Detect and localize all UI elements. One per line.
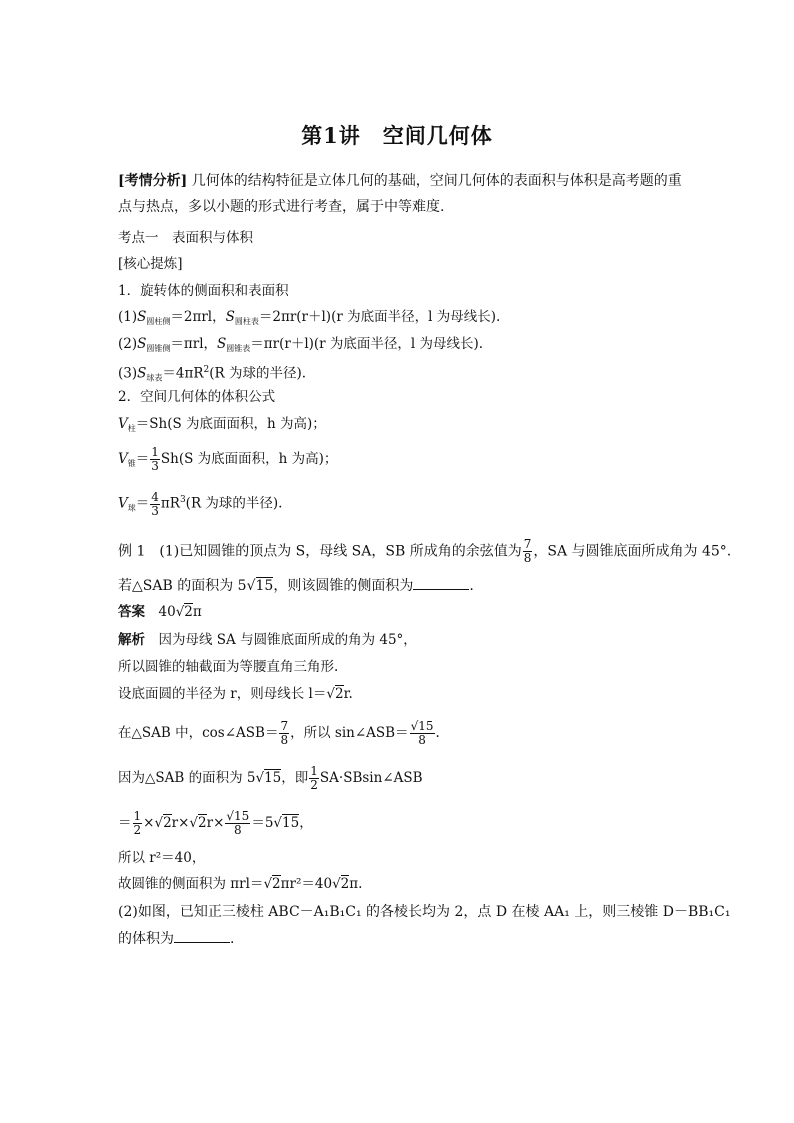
answer-blank	[174, 930, 230, 943]
analysis-tag: [考情分析]	[118, 173, 188, 189]
sqrt: √15	[246, 578, 274, 594]
answer-blank	[413, 577, 469, 590]
answer-line: 答案 40√2π	[118, 604, 202, 620]
solution-line2: 所以圆锥的轴截面为等腰直角三角形.	[118, 659, 339, 675]
core-heading: [核心提炼]	[118, 256, 183, 272]
fraction: $\frac{7}{8}$	[523, 537, 532, 565]
solution-line3: 设底面圆的半径为 r，则母线长 l＝√2r.	[118, 686, 353, 702]
example2-line1: (2)如图，已知正三棱柱 ABC－A₁B₁C₁ 的各棱长均为 2，点 D 在棱 AA₁ 上，则三棱锥 D－BB₁C₁	[118, 904, 731, 920]
formula-sphere: $(3)S_{球表}=4\pi R^2(R$ 为球的半径).	[118, 365, 307, 383]
solution-line7: 所以 r²＝40，	[118, 850, 206, 866]
solution-line8: 故圆锥的侧面积为 πrl＝√2πr²＝40√2π.	[118, 876, 363, 892]
section-heading: 考点一 表面积与体积	[118, 230, 253, 246]
formula-cylinder: $(1)S_{圆柱侧}=2\pi rl$，$S_{圆柱表}=2\pi r(r+l)(r$ 为底面半径，l 为母线长).	[118, 309, 501, 326]
example1-question-line1: 例 1 (1)已知圆锥的顶点为 S，母线 SA，SB 所成角的余弦值为 $\frac{7}{8}$ ，SA 与圆锥底面所成角为 45°.	[118, 537, 732, 565]
item2-heading: 2．空间几何体的体积公式	[118, 389, 276, 405]
page-title: 第1讲 空间几何体	[301, 123, 493, 148]
fraction: $\frac{4}{3}$	[151, 489, 159, 518]
example1-question-line2: 若△SAB 的面积为 5√15，则该圆锥的侧面积为 .	[118, 578, 474, 594]
formula-cone: $(2)S_{圆锥侧}=\pi rl$，$S_{圆锥表}=\pi r(r+l)(r$ 为底面半径，l 为母线长).	[118, 336, 484, 353]
volume-sphere: $V_球=$ $\frac{4}{3}$ $\pi R^3(R$ 为球的半径).	[118, 489, 283, 518]
volume-prism: $V_柱=Sh(S$ 为底面面积，h 为高)；	[118, 416, 326, 433]
volume-pyramid: $V_锥=$ $\frac{1}{3}$ Sh(S 为底面面积，h 为高)；	[118, 445, 338, 473]
fraction: $\frac{1}{3}$	[151, 445, 159, 473]
solution-line1: 解析 因为母线 SA 与圆锥底面所成的角为 45°，	[118, 632, 417, 648]
solution-line5: 因为△SAB 的面积为 5√15，即 $\frac{1}{2}$ SA·SBsin∠ASB	[118, 764, 423, 792]
example2-line2: 的体积为 .	[118, 931, 235, 947]
analysis-paragraph	[118, 168, 684, 220]
item1-heading: 1．旋转体的侧面积和表面积	[118, 283, 289, 299]
solution-line4: 在△SAB 中，cos∠ASB＝ $\frac{7}{8}$ ，所以 sin∠ASB＝ $\frac{√15}{8}$ .	[118, 719, 440, 747]
analysis-text: 几何体的结构特征是立体几何的基础，空间几何体的表面积与体积是高考题的重点与热点，多以小题的形式进行考查，属于中等难度.	[118, 173, 682, 215]
solution-line6: ＝ $\frac{1}{2}$ ×√2r×√2r× $\frac{√15}{8}$ ＝5√15，	[118, 809, 313, 837]
